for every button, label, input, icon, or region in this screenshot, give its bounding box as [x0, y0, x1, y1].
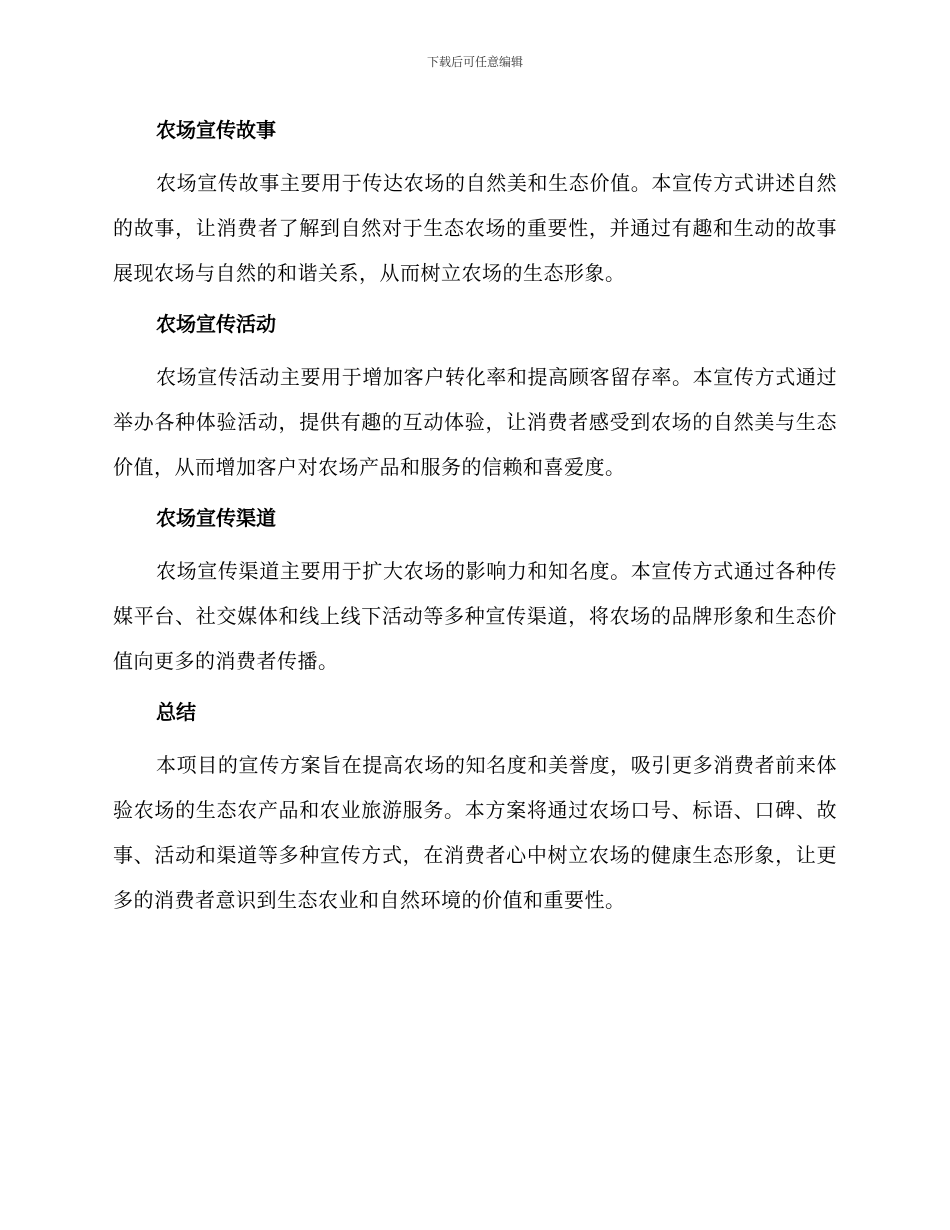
- section-paragraph: 农场宣传渠道主要用于扩大农场的影响力和知名度。本宣传方式通过各种传媒平台、社交媒体和线上线下活动等多种宣传渠道，将农场的品牌形象和生态价值向更多的消费者传播。: [113, 559, 837, 673]
- section-story: [113, 110, 837, 304]
- page-header-note: 下载后可任意编辑: [426, 55, 523, 69]
- section-paragraph: 农场宣传故事主要用于传达农场的自然美和生态价值。本宣传方式讲述自然的故事，让消费者了解到自然对于生态农场的重要性，并通过有趣和生动的故事展现农场与自然的和谐关系，从而树立农场的生态形象。: [113, 171, 837, 285]
- section-summary: [113, 692, 837, 931]
- section-channels: [113, 498, 837, 692]
- section-heading: 总结: [156, 700, 196, 724]
- document-body: [113, 110, 837, 931]
- section-heading: 农场宣传渠道: [156, 506, 276, 530]
- section-paragraph: 农场宣传活动主要用于增加客户转化率和提高顾客留存率。本宣传方式通过举办各种体验活动，提供有趣的互动体验，让消费者感受到农场的自然美与生态价值，从而增加客户对农场产品和服务的信赖和喜爱度。: [113, 365, 837, 479]
- section-heading: 农场宣传故事: [156, 118, 276, 142]
- section-paragraph: 本项目的宣传方案旨在提高农场的知名度和美誉度，吸引更多消费者前来体验农场的生态农产品和农业旅游服务。本方案将通过农场口号、标语、口碑、故事、活动和渠道等多种宣传方式，在消费者心中树立农场的健康生态形象，让更多的消费者意识到生态农业和自然环境的价值和重要性。: [113, 753, 837, 912]
- section-activities: [113, 304, 837, 498]
- section-heading: 农场宣传活动: [156, 312, 276, 336]
